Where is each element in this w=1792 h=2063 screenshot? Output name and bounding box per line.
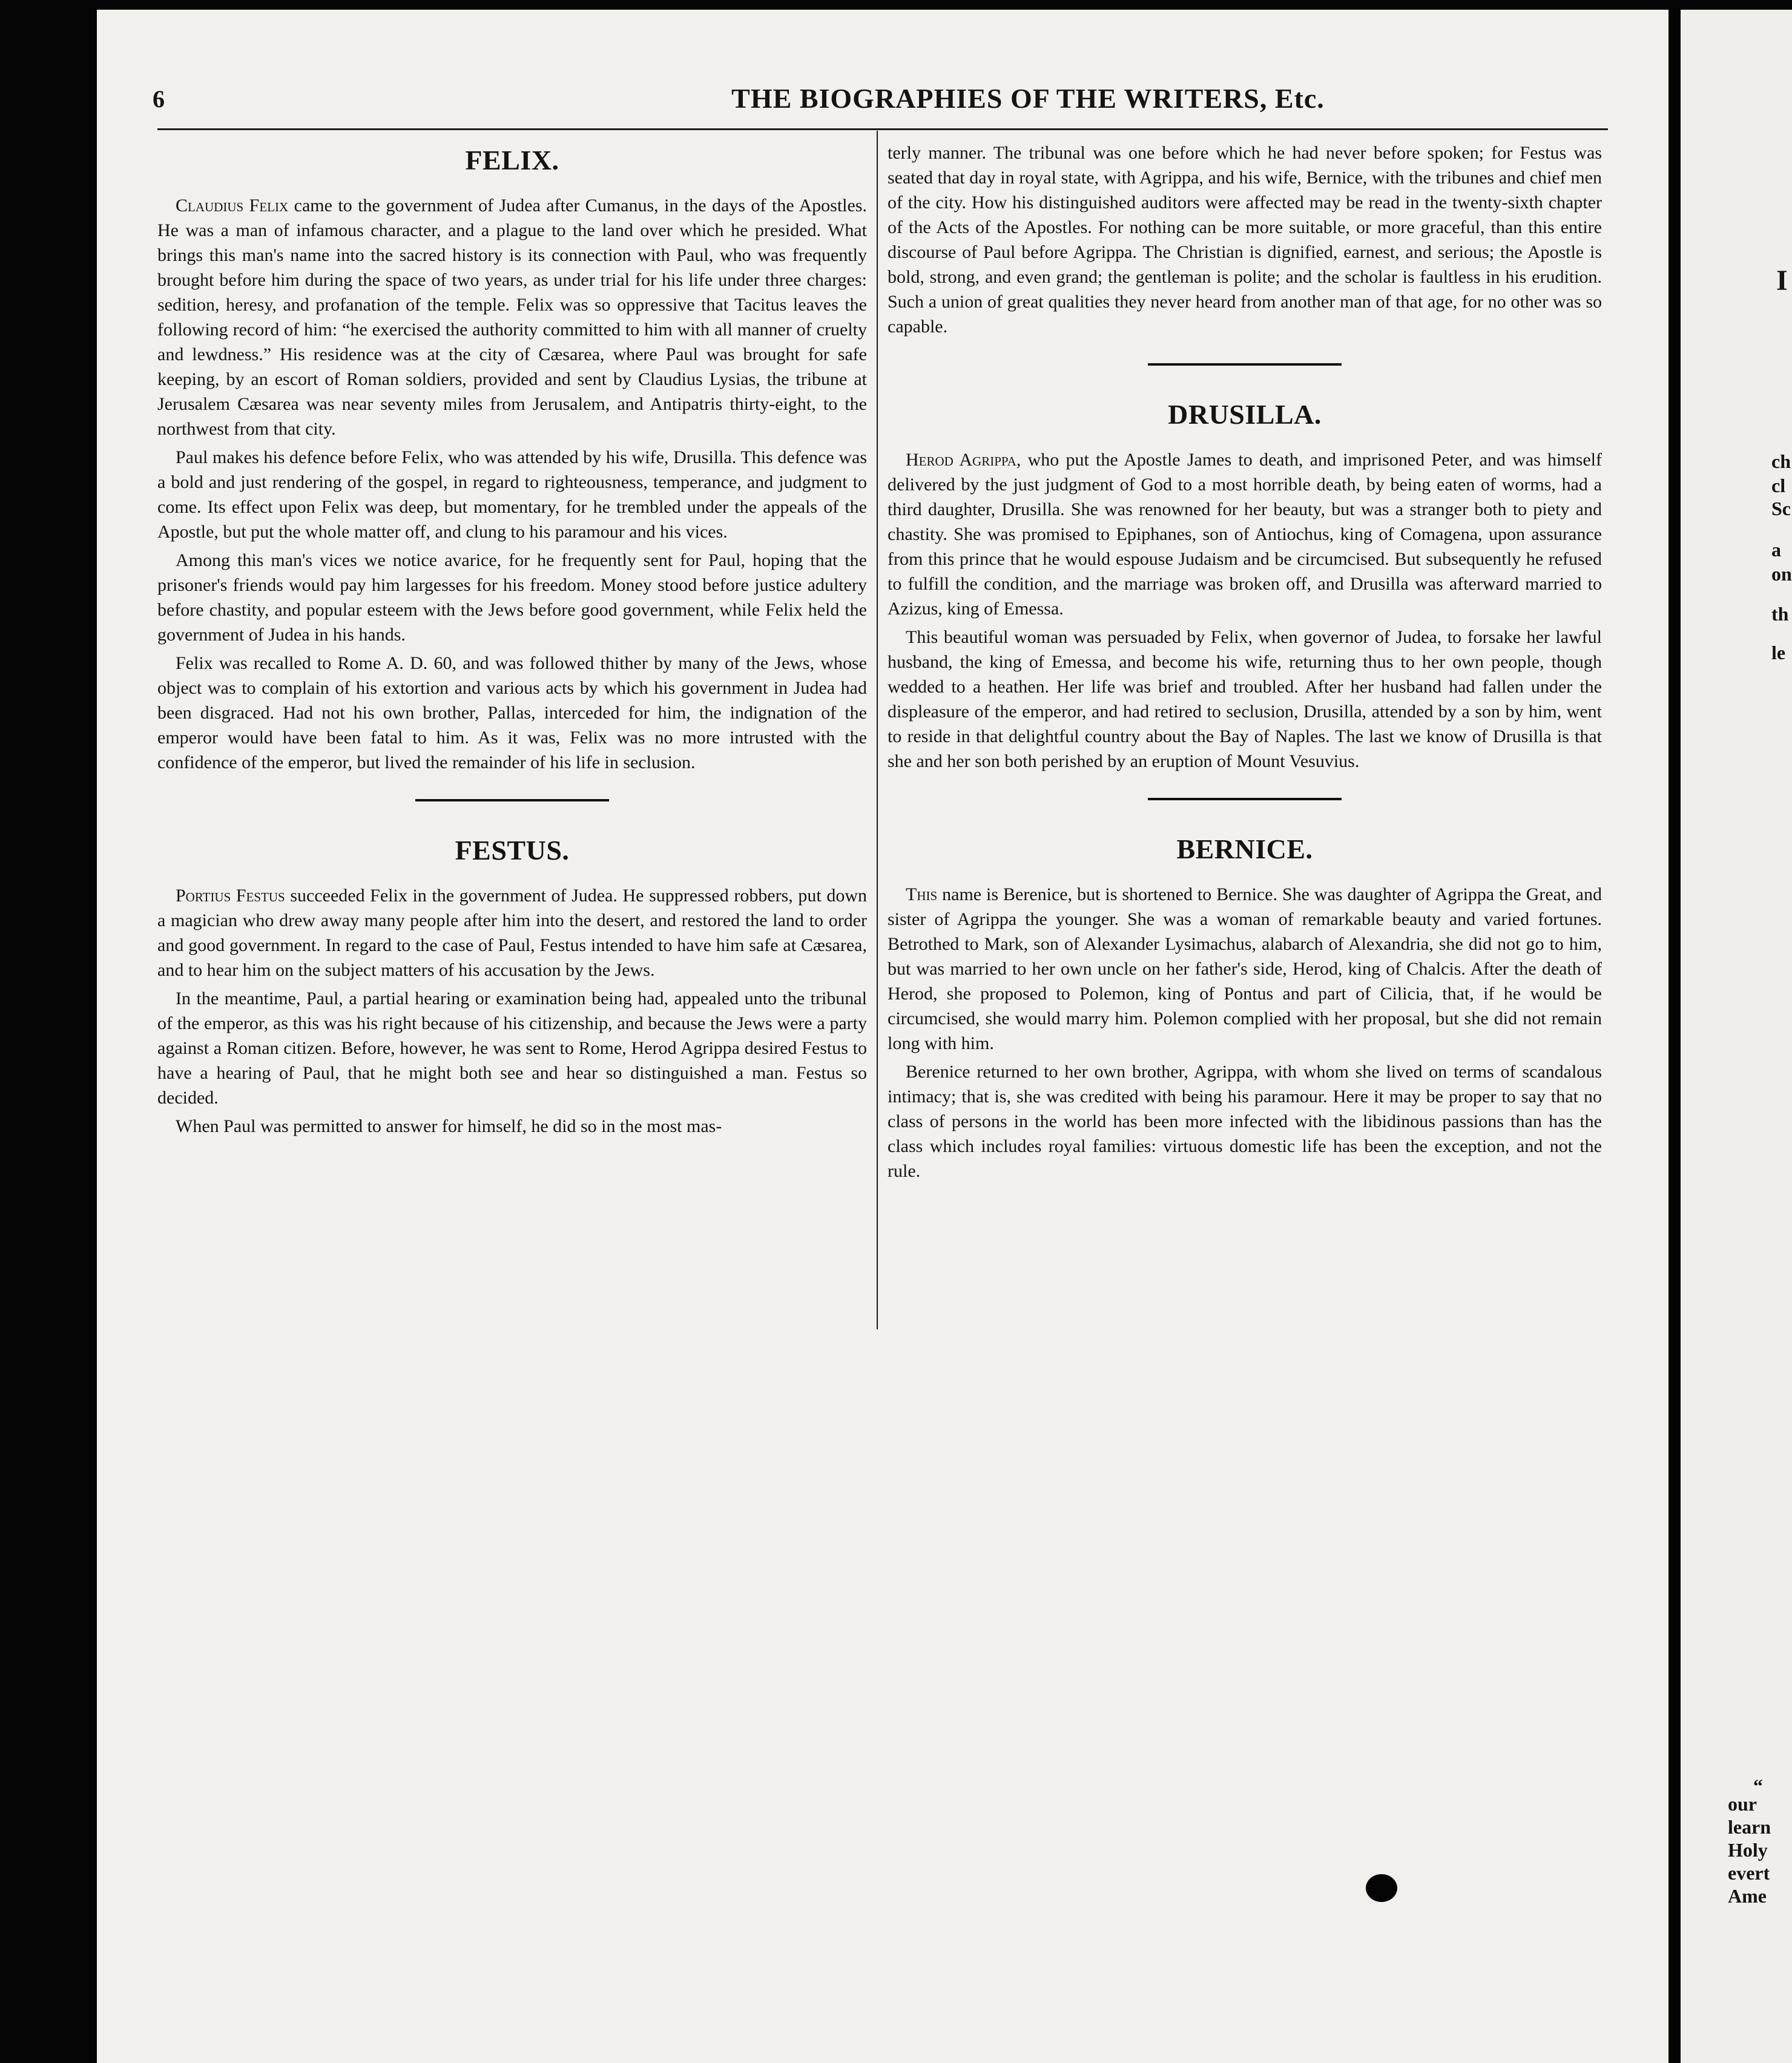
section-rule [415, 799, 609, 801]
paragraph-text: , who put the Apostle James to death, and imprisoned Peter, and was himself delivered by the just judgment of God to a most horrible death, by being eaten of worms, had a third daughter, Drusilla. She was renowned for her beauty, but was a stranger both to piety and chastity. She was promised to Epiphanes, son of Antiochus, king of Comagena, upon assurance from this prince that he would espouse Judaism and be circumcised. But subsequently he refused to fulfill the condition, and the marriage was broken off, and Drusilla was afterward married to Azizus, king of Emessa. [888, 450, 1602, 619]
paragraph: Among this man's vices we notice avarice, for he frequently sent for Paul, hoping that the prisoner's friends would pay him largesses for his freedom. Money stood before justice adultery before chastity, and popular esteem with the Jews before good government, while Felix held the government of Judea in his hands. [157, 550, 867, 645]
running-head: THE BIOGRAPHIES OF THE WRITERS, Etc. [731, 83, 1325, 114]
paragraph: Berenice returned to her own brother, Agrippa, with whom she lived on terms of scandalous intimacy; that is, she was credited with being his paramour. Here it may be proper to say that no class of persons in the world has been more infected with the libidinous passions than has the class which includes royal families: virtuous domestic life has been the exception, and not the rule. [888, 1062, 1602, 1181]
fragment: le [1771, 642, 1786, 663]
ink-blot [1366, 1874, 1397, 1902]
paragraph [888, 447, 1602, 621]
fragment: our [1728, 1793, 1757, 1815]
fragment: Sc [1771, 498, 1791, 519]
paragraph: Felix was recalled to Rome A. D. 60, and was followed thither by many of the Jews, whose object was to complain of his extortion and various acts by which his government in Judea had been disgraced. Had not his own brother, Pallas, interceded for him, the indignation of the emperor would have been fatal to him. As it was, Felix was no more intrusted with the confidence of the emperor, but lived the remainder of his life in seclusion. [157, 653, 867, 772]
section-rule [1148, 363, 1342, 366]
fragment: I [1776, 265, 1788, 297]
article-title-bernice: BERNICE. [1176, 834, 1313, 864]
fragment: on [1771, 563, 1792, 585]
book-page [97, 10, 1668, 2063]
article-title-felix: FELIX. [465, 145, 559, 176]
header-rule [157, 128, 1608, 130]
paragraph-text: came to the government of Judea after Cumanus, in the days of the Apostles. He was a man of infamous character, and a plague to the land over which he presided. What brings this man's name into the sacred history is its connection with Paul, who was frequently brought before him during the space of two years, as under trial for his life under three charges: sedition, heresy, and profanation of the temple. Felix was so oppressive that Tacitus leaves the following record of him: “he exercised the authority committed to him with all manner of cruelty and lewdness.” His residence was at the city of Cæsarea, where Paul was brought for safe keeping, by an escort of Roman soldiers, provided and sent by Claudius Lysias, the tribune at Jerusalem Cæsarea was near seventy miles from Jerusalem, and Antipatris thirty-eight, to the northwest from that city. [157, 196, 867, 439]
fragment: learn [1728, 1816, 1771, 1838]
lead-name: Claudius Felix [176, 196, 289, 216]
fragment: evert [1728, 1862, 1770, 1884]
left-column [157, 136, 867, 1142]
lead-name: Herod Agrippa [906, 450, 1016, 470]
paragraph [888, 882, 1602, 1056]
section-rule [1148, 798, 1342, 800]
fragment: ch [1771, 450, 1791, 472]
article-title-festus: FESTUS. [455, 835, 570, 866]
fragment: th [1771, 603, 1789, 625]
paragraph: Paul makes his defence before Felix, who was attended by his wife, Drusilla. This defence was a bold and just rendering of the gospel, in regard to righteousness, temperance, and judgment to come. Its effect upon Felix was deep, but momentary, for he trembled under the appeals of the Apostle, but put the whole matter off, and clung to his paramour and his vices. [157, 447, 867, 542]
paragraph-continued: terly manner. The tribunal was one before which he had never before spoken; for Festus was seated that day in royal state, with Agrippa, and his wife, Bernice, with the tribunes and chief men of the city. How his distinguished auditors were affected may be read in the twenty-sixth chapter of the Acts of the Apostles. For nothing can be more suitable, or more graceful, than this entire discourse of Paul before Agrippa. The Christian is dignified, earnest, and serious; the Apostle is bold, strong, and even grand; the gentleman is polite; and the scholar is faultless in his erudition. Such a union of great qualities they never heard from another man of that age, for no other was so capable. [888, 143, 1602, 337]
fragment: Ame [1728, 1885, 1767, 1907]
fragment: a [1771, 539, 1781, 561]
article-title-drusilla: DRUSILLA. [1168, 399, 1322, 430]
fragment: cl [1771, 475, 1786, 496]
paragraph-text: succeeded Felix in the government of Judea. He suppressed robbers, put down a magician who drew away many people after him into the desert, and restored the land to order and good government. In regard to the case of Paul, Festus intended to have him safe at Cæsarea, and to hear him on the subject matters of his accusation by the Jews. [157, 886, 868, 980]
column-divider [877, 131, 878, 1329]
fragment: Holy [1728, 1839, 1768, 1861]
paragraph [157, 193, 867, 441]
paragraph-text: name is Berenice, but is shortened to Bernice. She was daughter of Agrippa the Great, and sister of Agrippa the younger. She was a woman of remarkable beauty and varied fortunes. Betrothed to Mark, son of Alexander Lysimachus, alabarch of Alexandria, she did not go to him, but was married to her own uncle on her father's side, Herod, king of Chalcis. After the death of Herod, she proposed to Polemon, king of Pontus and part of Cilicia, that, if he would be circumcised, she would marry him. Polemon complied with her proposal, but she did not remain long with him. [888, 884, 1602, 1053]
lead-name: Portius Festus [176, 886, 285, 906]
paragraph [157, 883, 867, 982]
paragraph: When Paul was permitted to answer for himself, he did so in the most mas- [176, 1116, 722, 1136]
right-column [888, 140, 1602, 1187]
paragraph: This beautiful woman was persuaded by Felix, when governor of Judea, to forsake her lawful husband, the king of Emessa, and become his wife, returning thus to her own people, though wedded to a heathen. Her life was brief and troubled. After her husband had fallen under the displeasure of the emperor, and had retired to seclusion, Drusilla, attended by a son by him, went to reside in that delightful country about the Bay of Naples. The last we know of Drusilla is that she and her son both perished by an eruption of Mount Vesuvius. [888, 627, 1602, 771]
paragraph: In the meantime, Paul, a partial hearing or examination being had, appealed unto the tribunal of the emperor, as this was his right because of his citizenship, and because the Jews were a party against a Roman citizen. Before, however, he was sent to Rome, Herod Agrippa desired Festus to have a hearing of Paul, that he might both see and hear so distinguished a man. Festus so decided. [157, 989, 867, 1108]
lead-name: This [906, 884, 938, 904]
page-number: 6 [153, 85, 165, 113]
adjacent-page-edge [1681, 10, 1792, 2063]
fragment: “ [1753, 1775, 1763, 1797]
